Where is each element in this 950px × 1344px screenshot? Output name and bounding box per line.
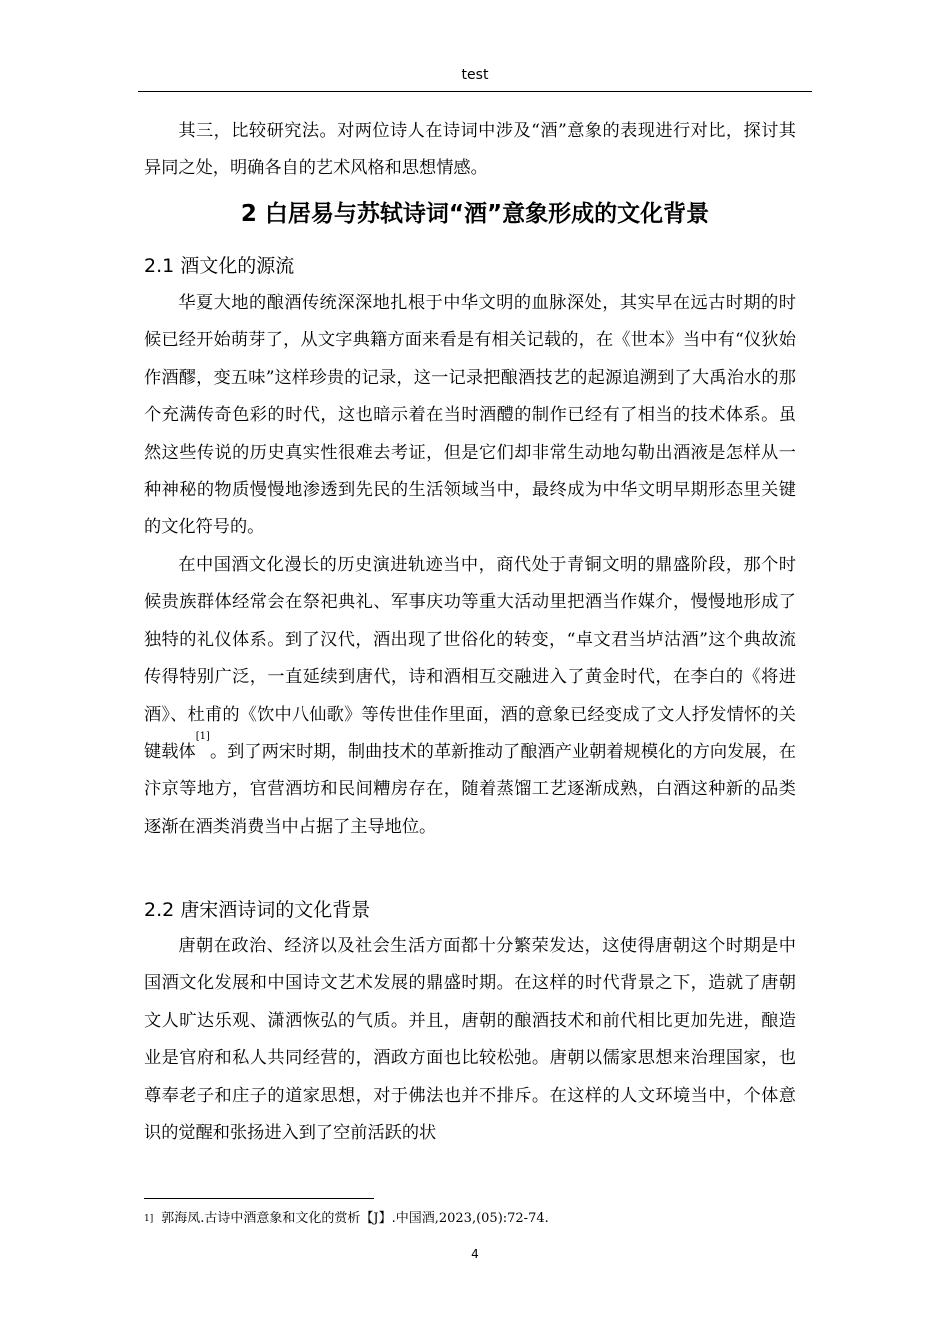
page-number: 4 — [471, 1247, 479, 1261]
page-header: test — [461, 67, 489, 83]
paragraph-text-continued: 。到了两宋时期，制曲技术的革新推动了酿酒产业朝着规模化的方向发展，在汴京等地方，官营酒坊和民间糟房存在，随着蒸馏工艺逐渐成熟，白酒这种新的品类逐渐在酒类消费当中占据了主导地位。 — [144, 742, 796, 837]
citation-ref[interactable]: [1] — [195, 731, 210, 743]
section-2-2-heading: 2.2 唐宋酒诗词的文化背景 — [144, 899, 371, 921]
section-2-1-paragraph-2 — [144, 547, 796, 846]
footnote-divider — [144, 1198, 374, 1199]
section-2-1-heading: 2.1 酒文化的源流 — [144, 255, 295, 277]
footnote-marker: 1] — [144, 1214, 154, 1224]
footnote-text: 郭海凤.古诗中酒意象和文化的赏析【J】.中国酒,2023,(05):72-74. — [161, 1211, 549, 1226]
section-2-1-paragraph-1: 华夏大地的酿酒传统深深地扎根于中华文明的血脉深处，其实早在远古时期的时候已经开始萌芽了，从文字典籍方面来看是有相关记载的，在《世本》当中有“仪狄始作酒醪，变五味”这样珍贵的记录，这一记录把酿酒技艺的起源追溯到了大禹治水的那个充满传奇色彩的时代，这也暗示着在当时酒醴的制作已经有了相当的技术体系。虽然这些传说的历史真实性很难去考证，但是它们却非常生动地勾勒出酒液是怎样从一种神秘的物质慢慢地渗透到先民的生活领域当中，最终成为中华文明早期形态里关键的文化符号的。 — [144, 293, 796, 538]
intro-paragraph: 其三，比较研究法。对两位诗人在诗词中涉及“酒”意象的表现进行对比，探讨其异同之处，明确各自的艺术风格和思想情感。 — [144, 121, 796, 179]
section-2-2-paragraph-1: 唐朝在政治、经济以及社会生活方面都十分繁荣发达，这使得唐朝这个时期是中国酒文化发展和中国诗文艺术发展的鼎盛时期。在这样的时代背景之下，造就了唐朝文人旷达乐观、潇洒恢弘的气质。并且，唐朝的酿酒技术和前代相比更加先进，酿造业是官府和私人共同经营的，酒政方面也比较松弛。唐朝以儒家思想来治理国家，也尊奉老子和庄子的道家思想，对于佛法也并不排斥。在这样的人文环境当中，个体意识的觉醒和张扬进入到了空前活跃的状 — [144, 936, 796, 1144]
chapter-title: 2 白居易与苏轼诗词“酒”意象形成的文化背景 — [240, 201, 710, 227]
footnote — [144, 1209, 804, 1229]
paragraph-text: 在中国酒文化漫长的历史演进轨迹当中，商代处于青铜文明的鼎盛阶段，那个时候贵族群体经常会在祭祀典礼、军事庆功等重大活动里把酒当作媒介，慢慢地形成了独特的礼仪体系。到了汉代，酒出现了世俗化的转变，“卓文君当垆沽酒”这个典故流传得特别广泛，一直延续到唐代，诗和酒相互交融进入了黄金时代，在李白的《将进酒》、杜甫的《饮中八仙歌》等传世佳作里面，酒的意象已经变成了文人抒发情怀的关键载体 — [144, 555, 796, 763]
header-divider — [138, 91, 812, 92]
